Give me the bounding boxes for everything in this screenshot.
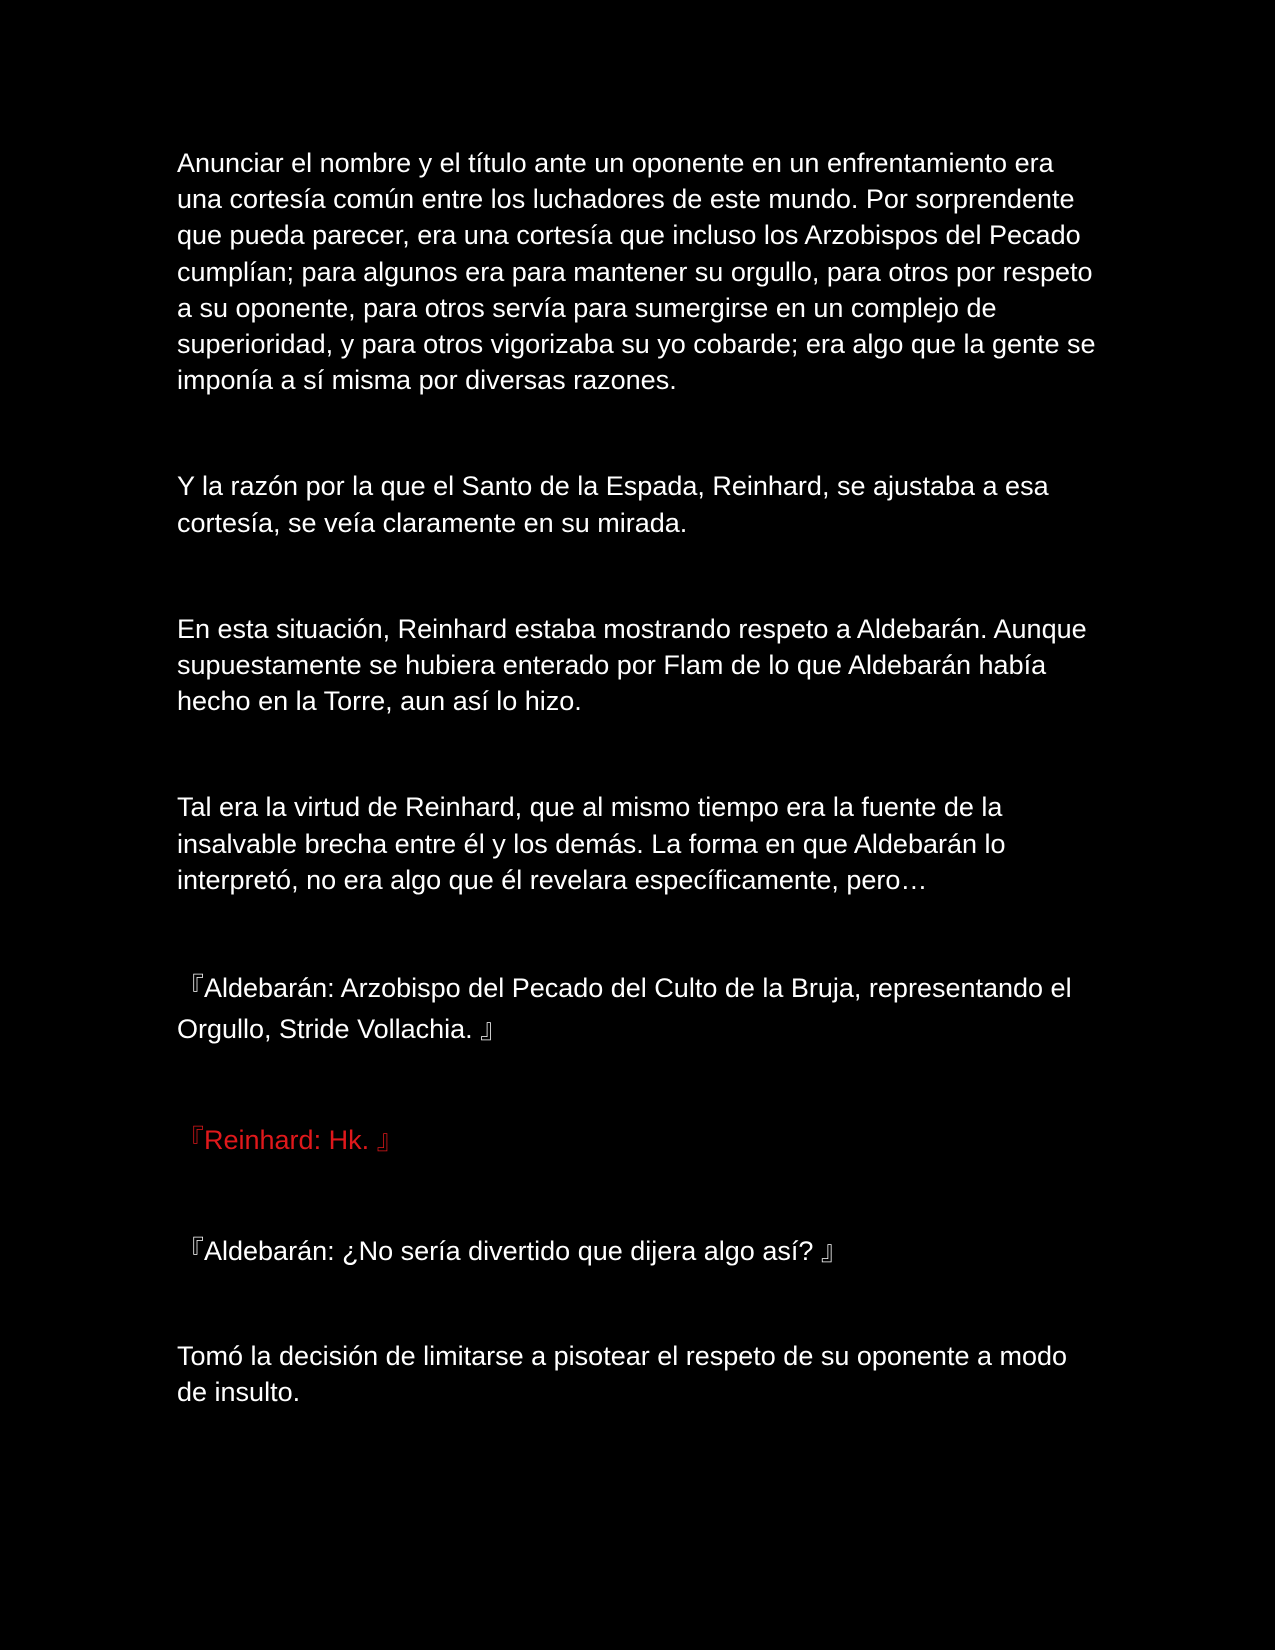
paragraph: Y la razón por la que el Santo de la Espada, Reinhard, se ajustaba a esa cortesía, se veía claramente en su mirada. — [177, 471, 1049, 538]
text-column — [177, 145, 1097, 1410]
dialogue-line-aldebaran: 『Aldebarán: Arzobispo del Pecado del Culto de la Bruja, representando el Orgullo, Stride Vollachia. 』 — [177, 973, 1072, 1045]
dialogue-line-reinhard: 『Reinhard: Hk. 』 — [177, 1125, 404, 1156]
dialogue-line-aldebaran-question: 『Aldebarán: ¿No sería divertido que dijera algo así? 』 — [177, 1236, 848, 1267]
paragraph: Tal era la virtud de Reinhard, que al mismo tiempo era la fuente de la insalvable brecha entre él y los demás. La forma en que Aldebarán lo interpretó, no era algo que él revelara específicamente, pero… — [177, 792, 1006, 895]
paragraph: Anunciar el nombre y el título ante un oponente en un enfrentamiento era una cortesía común entre los luchadores de este mundo. Por sorprendente que pueda parecer, era una cortesía que incluso los Arzobispos del Pecado cumplían; para algunos era para mantener su orgullo, para otros por respeto a su oponente, para otros servía para sumergirse en un complejo de superioridad, y para otros vigorizaba su yo cobarde; era algo que la gente se imponía a sí misma por diversas razones. — [177, 148, 1096, 396]
closing-paragraph: Tomó la decisión de limitarse a pisotear el respeto de su oponente a modo de insulto. — [177, 1341, 1068, 1408]
paragraph: En esta situación, Reinhard estaba mostrando respeto a Aldebarán. Aunque supuestamente se hubiera enterado por Flam de lo que Aldebarán había hecho en la Torre, aun así lo hizo. — [177, 613, 1087, 717]
